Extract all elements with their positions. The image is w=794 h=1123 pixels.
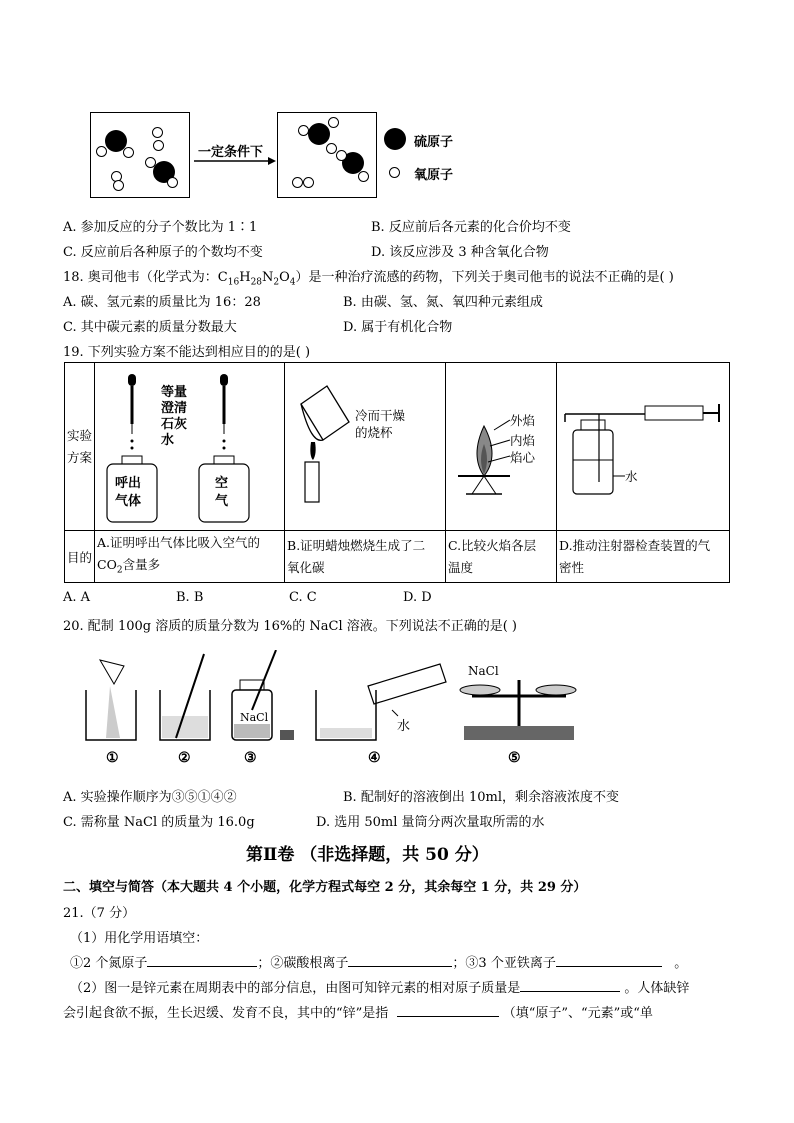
oxygen-atom [328,117,339,128]
oxygen-atom [145,157,156,168]
oxygen-atom [167,177,178,188]
q20-stem: 20. 配制 100g 溶质的质量分数为 16%的 NaCl 溶液。下列说法不正确的是( ) [63,619,518,634]
q18-option-c: C. 其中碳元素的质量分数最大 [63,320,237,335]
q18-stem: 18. 奥司他韦（化学式为：$C_{16}H_{28}N_2O_4$）是一种治疗流感的药物，下列关于奥司他韦的说法不正确的是( ) [63,270,674,288]
q21-line2: （2）图一是锌元素在周期表中的部分信息，由图可知锌元素的相对原子质量是 。人体缺锌 [70,981,690,996]
step-1: ① [106,750,119,766]
q21-line3: 会引起食欲不振，生长迟缓、发育不良，其中的“锌”是指 （填“原子”、“元素”或“单 [63,1006,653,1021]
q19-table [64,362,730,583]
step-4: ④ [368,750,381,766]
oxygen-atom [113,180,124,191]
blank-ferrous-ions[interactable] [556,966,662,967]
legend-sulfur-icon [384,128,406,150]
q19-answer-d: D. D [403,590,432,605]
step-5: ⑤ [508,750,521,766]
oxygen-atom [326,143,337,154]
q21-part1: （1）用化学用语填空： [70,931,209,946]
blank-carbonate-ion[interactable] [348,966,452,967]
blank-nitrogen-atoms[interactable] [147,966,257,967]
limewater-label: 等量澄清石灰水 [161,385,188,448]
air-label: 空气 [215,476,229,509]
purpose-c: C.比较火焰各层 温度 [446,531,557,583]
blank-zinc-meaning[interactable] [397,1016,499,1017]
q20-option-b: B. 配制好的溶液倒出 10ml，剩余溶液浓度不变 [343,790,619,805]
oxygen-atom [358,171,369,182]
purpose-b: B.证明蜡烛燃烧生成了二 氧化碳 [285,531,446,583]
legend-oxygen-icon [389,167,400,178]
outer-flame-label: 外焰 [510,413,536,428]
section2-heading: 二、填空与简答（本大题共 4 个小题，化学方程式每空 2 分，其余每空 1 分，共 29 分） [63,880,587,895]
oxygen-atom [303,177,314,188]
arrow-label: 一定条件下 [198,145,264,160]
arrow-icon [192,155,278,167]
oxygen-atom [292,177,303,188]
q17-option-c: C. 反应前后各种原子的个数均不变 [63,245,263,260]
row-head-purpose: 目的 [65,531,95,583]
scheme-d [557,363,730,531]
sulfur-atom [308,123,330,145]
q19-stem: 19. 下列实验方案不能达到相应目的的是( ) [63,345,311,360]
water-label-4: 水 [397,719,411,734]
oxygen-atom [123,147,134,158]
purpose-a: A.证明呼出气体比吸入空气的 $CO_2$含量多 [95,531,285,583]
section2-title: 第Ⅱ卷 （非选择题，共 50 分） [246,845,489,865]
core-flame-label: 焰心 [510,450,536,465]
q17-option-b: B. 反应前后各元素的化合价均不变 [371,220,571,235]
scheme-a [95,363,285,531]
scheme-c [446,363,557,531]
q20-option-a: A. 实验操作顺序为③⑤①④② [63,790,237,805]
legend-oxygen-label: 氧原子 [414,168,454,183]
q17-option-d: D. 该反应涉及 3 种含氧化合物 [371,245,549,260]
scheme-c-drawing [448,364,554,530]
q18-option-d: D. 属于有机化合物 [343,320,453,335]
oxygen-atom [336,150,347,161]
exhaled-label: 呼出气体 [115,476,142,509]
inner-flame-label: 内焰 [510,433,536,448]
water-label-d: 水 [625,469,638,484]
row-head-scheme: 实验方案 [65,363,95,531]
q19-answer-c: C. C [289,590,317,605]
q21-line1: ①2 个氮原子 ；②碳酸根离子 ；③3 个亚铁离子 。 [70,956,688,971]
oxygen-atom [153,140,164,151]
q17-option-a: A. 参加反应的分子个数比为 1∶1 [63,220,258,235]
q20-option-d: D. 选用 50ml 量筒分两次量取所需的水 [316,815,545,830]
q20-apparatus [80,650,590,750]
reactants-box [90,112,190,198]
purpose-d: D.推动注射器检查装置的气 密性 [557,531,730,583]
q18-option-b: B. 由碳、氢、氮、氧四种元素组成 [343,295,543,310]
scheme-d-drawing [559,364,727,530]
scheme-b-drawing [287,364,443,530]
q19-answer-a: A. A [63,590,91,605]
products-box [277,112,377,198]
legend-sulfur-label: 硫原子 [414,135,454,150]
q18-option-a: A. 碳、氢元素的质量比为 16：28 [63,295,261,310]
scheme-b [285,363,446,531]
nacl-jar-label: NaCl [240,711,269,724]
nacl-balance-label: NaCl [468,664,499,678]
cold-beaker-label: 冷而干燥的烧杯 [355,408,406,440]
oxygen-atom [96,146,107,157]
step-2: ② [178,750,191,766]
step-3: ③ [244,750,257,766]
oxygen-atom [152,127,163,138]
q21-head: 21.（7 分） [63,906,136,921]
blank-zinc-mass[interactable] [520,991,620,992]
q19-answer-b: B. B [176,590,204,605]
q20-option-c: C. 需称量 NaCl 的质量为 16.0g [63,815,255,830]
